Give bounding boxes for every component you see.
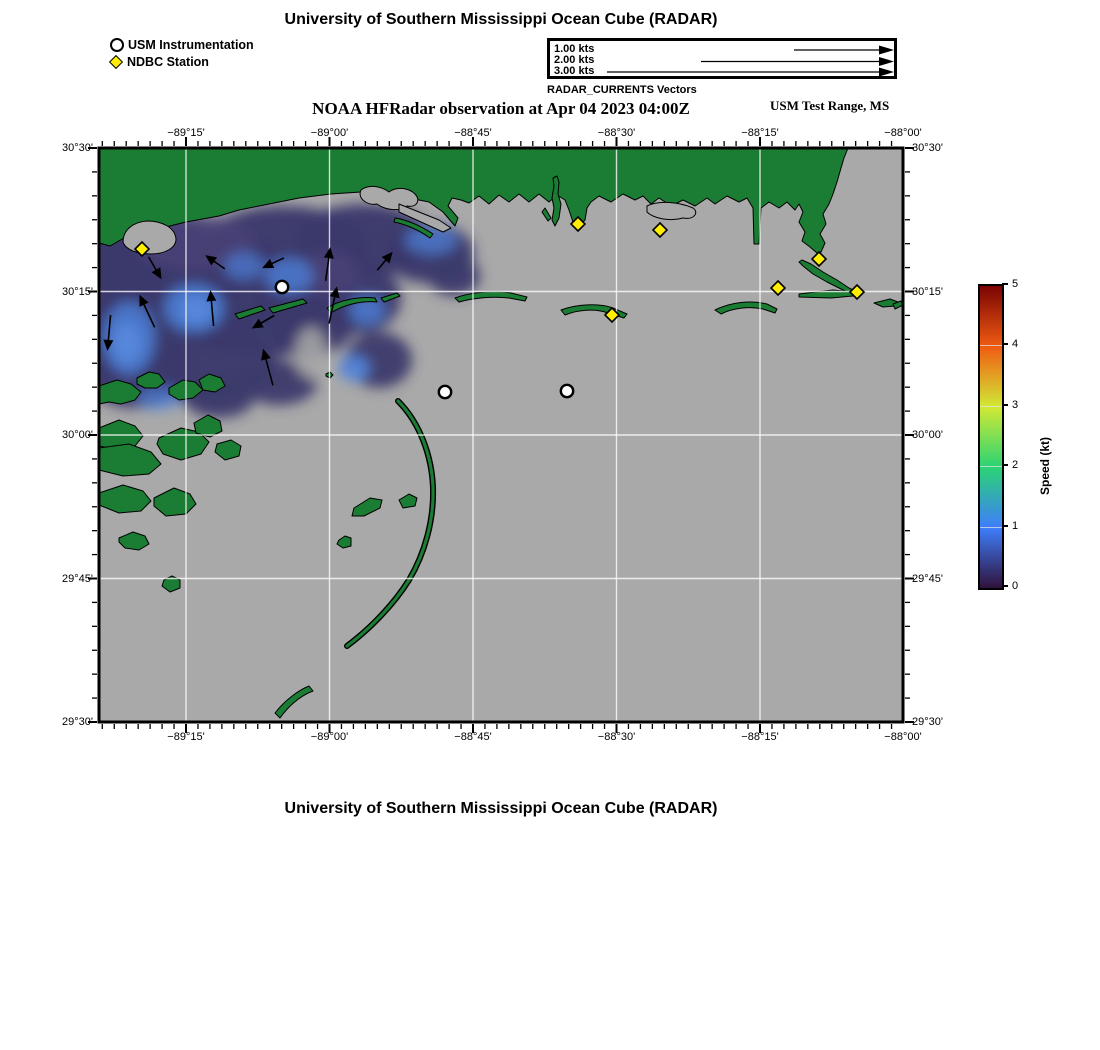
page-title: University of Southern Mississippi Ocean Cube (RADAR) [284,11,718,28]
lon-label-bottom: −89°15' [167,731,205,743]
colorbar-tick [1002,283,1008,285]
colorbar-tick-label: 2 [1012,459,1019,472]
map-legend [110,36,254,70]
scale-arrows [550,41,894,76]
colorbar-tick-label: 1 [1012,519,1019,532]
scale-label-1kt: 1.00 kts [554,43,595,55]
lat-label-left: 30°15' [62,285,93,298]
legend-item-usm [110,36,254,53]
lon-label-top: −88°15' [741,127,779,139]
colorbar-title: Speed (kt) [1038,436,1052,495]
usm-instrumentation-icon [110,38,124,52]
colorbar-tick [1002,464,1008,466]
lat-label-right: 29°45' [912,572,943,585]
lon-label-top: −88°30' [597,127,636,139]
lat-label-left: 30°00' [62,429,93,441]
lat-label-right: 30°00' [912,429,943,441]
lon-label-bottom: −88°00' [884,731,922,743]
usm-instrumentation-marker [561,385,573,397]
ndbc-station-icon [109,54,123,68]
lon-label-bottom: −88°30' [597,731,636,743]
usm-instrumentation-marker [439,386,451,398]
colorbar-tick [1002,404,1008,406]
vector-scale-caption: RADAR_CURRENTS Vectors [547,84,697,96]
scale-label-2kt: 2.00 kts [554,54,595,66]
lon-label-bottom: −88°45' [454,731,492,743]
colorbar-tick [1002,585,1008,587]
lon-label-bottom: −89°00' [310,731,349,743]
lat-label-right: 29°30' [912,716,943,728]
colorbar-tick-label: 5 [1012,278,1019,290]
colorbar-tick-label: 0 [1012,580,1019,592]
lat-label-left: 29°30' [62,716,93,728]
lon-label-top: −88°00' [884,127,922,139]
colorbar-tick [1002,525,1008,527]
observation-subtitle: NOAA HFRadar observation at Apr 04 2023 04:00Z [312,99,690,118]
colorbar-tick-label: 4 [1012,338,1019,351]
lon-label-top: −89°00' [310,127,349,139]
lat-label-right: 30°30' [912,142,943,154]
legend-label-ndbc: NDBC Station [127,54,209,69]
colorbar-tick [1002,343,1008,345]
vector-scale-box [547,38,897,79]
map-canvas [99,148,903,722]
footer-title: University of Southern Mississippi Ocean Cube (RADAR) [284,800,718,817]
lon-label-top: −88°45' [454,127,492,139]
map [99,148,903,722]
lat-label-right: 30°15' [912,285,943,298]
legend-label-usm: USM Instrumentation [128,37,254,52]
test-range-label: USM Test Range, MS [770,98,890,113]
scale-label-3kt: 3.00 kts [554,65,595,77]
lat-label-left: 29°45' [62,572,93,585]
lat-label-left: 30°30' [62,142,93,154]
colorbar [978,284,1004,590]
legend-item-ndbc [110,53,254,70]
lon-label-bottom: −88°15' [741,731,779,743]
usm-instrumentation-marker [276,281,288,293]
lon-label-top: −89°15' [167,127,205,139]
colorbar-tick-label: 3 [1012,398,1019,411]
